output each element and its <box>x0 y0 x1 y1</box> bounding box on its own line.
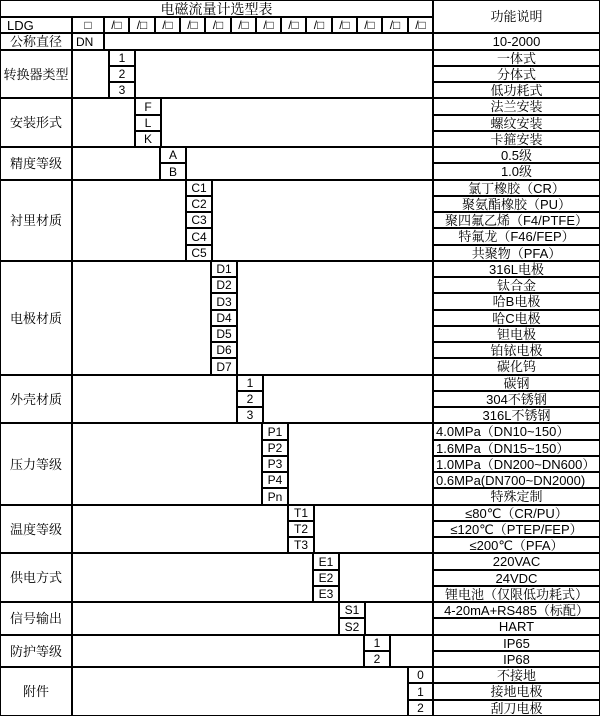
option-code-cell: P4 <box>262 472 288 488</box>
option-code-cell: 1 <box>237 375 263 391</box>
category-label: 精度等级 <box>0 147 72 180</box>
category-label: 信号输出 <box>0 602 72 635</box>
model-slot-cell: /□ <box>256 17 281 33</box>
model-slot-cell: /□ <box>408 17 433 33</box>
option-code-cell: L <box>135 115 161 131</box>
model-slot-cell: /□ <box>306 17 332 33</box>
option-desc-cell: ≤80℃（CR/PU） <box>433 505 600 521</box>
model-slot-cell: /□ <box>129 17 155 33</box>
option-code-cell: 3 <box>109 82 135 98</box>
option-desc-cell: 法兰安装 <box>433 98 600 115</box>
right-filler-cell <box>135 50 433 98</box>
option-desc-cell: 316L电极 <box>433 261 600 277</box>
category-label: 防护等级 <box>0 635 72 667</box>
option-code-cell: D2 <box>211 277 237 293</box>
option-code-cell: D4 <box>211 310 237 326</box>
option-desc-cell: 304不锈钢 <box>433 391 600 407</box>
option-code-cell: E1 <box>313 553 339 570</box>
left-filler-cell <box>72 147 160 180</box>
option-code-cell: T2 <box>288 521 314 537</box>
model-slot-cell: /□ <box>180 17 205 33</box>
category-label: 外壳材质 <box>0 375 72 423</box>
left-filler-cell <box>72 423 262 505</box>
option-code-cell: C2 <box>186 196 212 212</box>
option-code-cell: D1 <box>211 261 237 277</box>
option-desc-cell: 卡箍安装 <box>433 131 600 147</box>
option-desc-cell: 特殊定制 <box>433 488 600 505</box>
option-code-cell: E3 <box>313 586 339 602</box>
model-slot-cell: /□ <box>205 17 231 33</box>
category-label: 供电方式 <box>0 553 72 602</box>
option-desc-cell: 1.6MPa（DN15~150） <box>433 440 600 456</box>
option-code-cell: S1 <box>339 602 365 618</box>
option-desc-cell: 钛合金 <box>433 277 600 293</box>
option-code-cell: C1 <box>186 180 212 196</box>
diameter-filler-cell <box>104 33 433 50</box>
option-desc-cell: 24VDC <box>433 570 600 586</box>
category-label: 衬里材质 <box>0 180 72 261</box>
option-desc-cell: 碳化钨 <box>433 358 600 375</box>
option-desc-cell: 哈C电极 <box>433 310 600 326</box>
right-filler-cell <box>288 423 433 505</box>
option-code-cell: D5 <box>211 326 237 342</box>
option-code-cell: S2 <box>339 618 365 635</box>
option-desc-cell: HART <box>433 618 600 635</box>
diameter-desc-cell: 10-2000 <box>433 33 600 50</box>
model-slot-cell: /□ <box>231 17 256 33</box>
option-desc-cell: 刮刀电极 <box>433 700 600 716</box>
right-filler-cell <box>237 261 433 375</box>
option-code-cell: D6 <box>211 342 237 358</box>
option-desc-cell: 0.5级 <box>433 147 600 163</box>
model-first-box-cell: □ <box>72 17 104 33</box>
option-code-cell: 1 <box>109 50 135 66</box>
left-filler-cell <box>72 50 109 98</box>
category-label: 温度等级 <box>0 505 72 553</box>
left-filler-cell <box>72 505 288 553</box>
option-code-cell: D7 <box>211 358 237 375</box>
option-code-cell: E2 <box>313 570 339 586</box>
option-desc-cell: 铂铱电极 <box>433 342 600 358</box>
option-desc-cell: 分体式 <box>433 66 600 82</box>
model-slot-cell: /□ <box>382 17 408 33</box>
option-desc-cell: 钽电极 <box>433 326 600 342</box>
diameter-code-cell: DN <box>72 33 104 50</box>
category-label: 安装形式 <box>0 98 72 147</box>
option-code-cell: C5 <box>186 245 212 261</box>
left-filler-cell <box>72 553 313 602</box>
option-code-cell: T1 <box>288 505 314 521</box>
option-desc-cell: 氯丁橡胶（CR） <box>433 180 600 196</box>
function-column-header: 功能说明 <box>433 0 600 33</box>
option-desc-cell: 锂电池（仅限低功耗式） <box>433 586 600 602</box>
category-label: 压力等级 <box>0 423 72 505</box>
option-code-cell: Pn <box>262 488 288 505</box>
option-desc-cell: 低功耗式 <box>433 82 600 98</box>
option-desc-cell: ≤120℃（PTEP/FEP） <box>433 521 600 537</box>
category-label: 附件 <box>0 667 72 716</box>
option-code-cell: F <box>135 98 161 115</box>
option-desc-cell: 一体式 <box>433 50 600 66</box>
option-code-cell: P2 <box>262 440 288 456</box>
category-label: 转换器类型 <box>0 50 72 98</box>
option-code-cell: B <box>160 163 186 180</box>
option-desc-cell: 螺纹安装 <box>433 115 600 131</box>
model-slot-cell: /□ <box>281 17 306 33</box>
category-label: 电极材质 <box>0 261 72 375</box>
option-desc-cell: 共聚物（PFA） <box>433 245 600 261</box>
left-filler-cell <box>72 261 211 375</box>
model-slot-cell: /□ <box>332 17 357 33</box>
option-desc-cell: ≤200℃（PFA） <box>433 537 600 553</box>
option-code-cell: P3 <box>262 456 288 472</box>
right-filler-cell <box>365 602 433 635</box>
option-code-cell: D3 <box>211 293 237 310</box>
right-filler-cell <box>186 147 433 180</box>
left-filler-cell <box>72 98 135 147</box>
option-desc-cell: 4-20mA+RS485（标配） <box>433 602 600 618</box>
right-filler-cell <box>390 635 433 667</box>
diameter-label-cell: 公称直径 <box>0 33 72 50</box>
option-desc-cell: 316L不锈钢 <box>433 407 600 423</box>
option-code-cell: P1 <box>262 423 288 440</box>
option-code-cell: 2 <box>237 391 263 407</box>
option-code-cell: 3 <box>237 407 263 423</box>
option-desc-cell: IP68 <box>433 651 600 667</box>
right-filler-cell <box>161 98 433 147</box>
model-prefix-cell: LDG <box>0 17 72 33</box>
right-filler-cell <box>339 553 433 602</box>
option-desc-cell: 1.0MPa（DN200~DN600） <box>433 456 600 472</box>
option-desc-cell: 哈B电极 <box>433 293 600 310</box>
model-slot-cell: /□ <box>104 17 129 33</box>
left-filler-cell <box>72 375 237 423</box>
right-filler-cell <box>314 505 433 553</box>
option-desc-cell: 220VAC <box>433 553 600 570</box>
option-code-cell: K <box>135 131 161 147</box>
option-desc-cell: 碳钢 <box>433 375 600 391</box>
option-desc-cell: IP65 <box>433 635 600 651</box>
left-filler-cell <box>72 667 408 716</box>
option-code-cell: T3 <box>288 537 314 553</box>
option-code-cell: A <box>160 147 186 163</box>
option-code-cell: 2 <box>364 651 390 667</box>
table-title: 电磁流量计选型表 <box>0 0 433 17</box>
option-desc-cell: 1.0级 <box>433 163 600 180</box>
option-code-cell: 0 <box>408 667 433 683</box>
left-filler-cell <box>72 602 339 635</box>
option-desc-cell: 聚四氟乙烯（F4/PTFE） <box>433 212 600 228</box>
option-code-cell: 1 <box>408 683 433 700</box>
option-desc-cell: 0.6MPa(DN700~DN2000) <box>433 472 600 488</box>
model-slot-cell: /□ <box>155 17 180 33</box>
option-desc-cell: 不接地 <box>433 667 600 683</box>
option-desc-cell: 接地电极 <box>433 683 600 700</box>
model-slot-cell: /□ <box>357 17 382 33</box>
right-filler-cell <box>263 375 433 423</box>
right-filler-cell <box>212 180 433 261</box>
left-filler-cell <box>72 635 364 667</box>
option-code-cell: 2 <box>408 700 433 716</box>
left-filler-cell <box>72 180 186 261</box>
option-code-cell: C4 <box>186 228 212 245</box>
option-desc-cell: 聚氨酯橡胶（PU） <box>433 196 600 212</box>
option-code-cell: 1 <box>364 635 390 651</box>
option-desc-cell: 特氟龙（F46/FEP） <box>433 228 600 245</box>
option-code-cell: 2 <box>109 66 135 82</box>
option-desc-cell: 4.0MPa（DN10~150） <box>433 423 600 440</box>
option-code-cell: C3 <box>186 212 212 228</box>
